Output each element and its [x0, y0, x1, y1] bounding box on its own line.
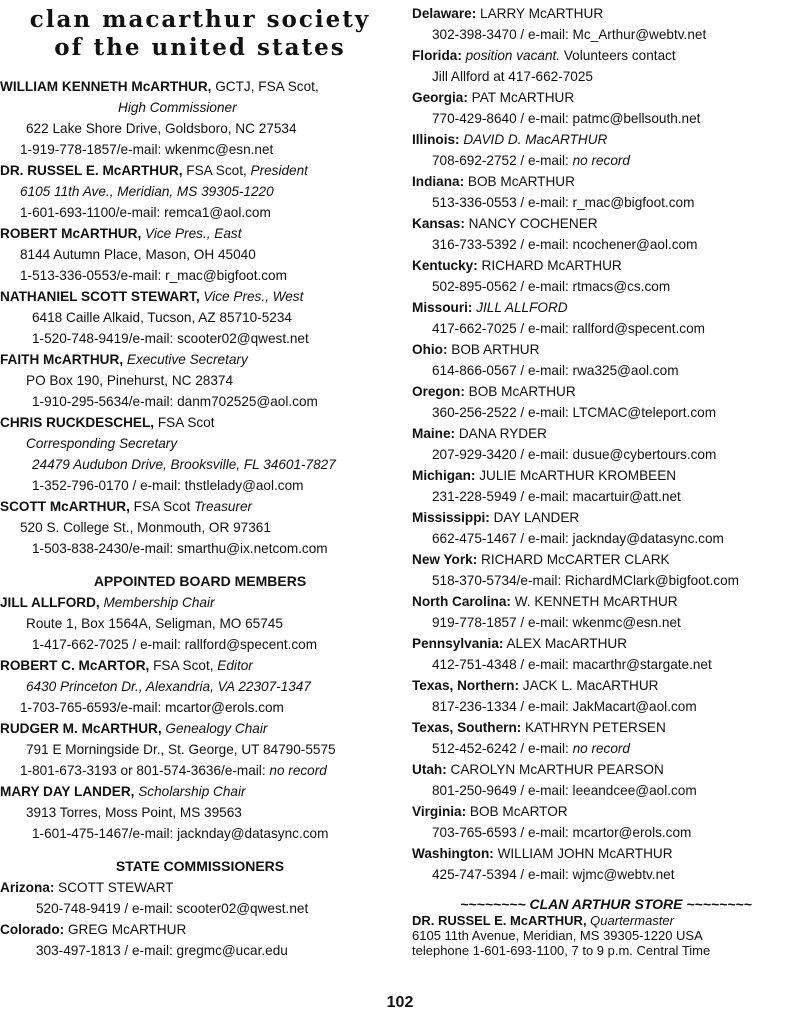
board-role: Membership Chair [103, 595, 215, 610]
state-entry [412, 843, 800, 864]
right-column [412, 0, 800, 958]
state-entry [412, 423, 800, 444]
officer-address: 520 S. College St., Monmouth, OR 97361 [20, 520, 271, 535]
state-entry [412, 339, 800, 360]
state-contact: 520-748-9419 / e-mail: scooter02@qwest.net [36, 901, 309, 916]
officer-name: FAITH McARTHUR, [0, 352, 124, 367]
state-name: WILLIAM JOHN McARTHUR [493, 846, 673, 861]
state-label: Michigan: [412, 468, 476, 483]
state-entry [412, 129, 800, 150]
state-contact [412, 822, 800, 843]
state-entry [0, 877, 400, 898]
state-entry [412, 759, 800, 780]
state-contact-text: 360-256-2522 / e-mail: LTCMAC@teleport.com [432, 405, 717, 420]
state-label: Georgia: [412, 90, 468, 105]
state-name: BOB ARTHUR [447, 342, 540, 357]
state-entry [412, 171, 800, 192]
state-name-italic: DAVID D. MacARTHUR [459, 132, 608, 147]
store-heading: ~~~~~~~~ CLAN ARTHUR STORE ~~~~~~~~ [460, 896, 752, 912]
board-contact: 1-601-475-1467/e-mail: jacknday@datasync.com [32, 826, 329, 841]
officer-contact: 1-910-295-5634/e-mail: danm702525@aol.com [32, 394, 318, 409]
state-name: CAROLYN McARTHUR PEARSON [446, 762, 664, 777]
state-entry [412, 381, 800, 402]
state-contact [412, 318, 800, 339]
state-contact [412, 570, 800, 591]
state-name: KATHRYN PETERSEN [521, 720, 666, 735]
officer-address: 8144 Autumn Place, Mason, OH 45040 [20, 247, 256, 262]
board-contact: 1-417-662-7025 / e-mail: rallford@specent.com [32, 637, 318, 652]
state-contact-text: 708-692-2752 / e-mail: [432, 153, 573, 168]
state-name: NANCY COCHENER [464, 216, 598, 231]
state-contact-text: 302-398-3470 / e-mail: Mc_Arthur@webtv.net [432, 27, 707, 42]
state-label: Pennsylvania: [412, 636, 504, 651]
officer-cred: GCTJ, FSA Scot, [211, 79, 319, 94]
officer-address: 24479 Audubon Drive, Brooksville, FL 34601-7827 [32, 457, 336, 472]
state-name: ALEX MacARTHUR [503, 636, 628, 651]
board-contact-note: no record [269, 763, 327, 778]
state-label: Oregon: [412, 384, 465, 399]
state-entry [412, 549, 800, 570]
officer-address: 622 Lake Shore Drive, Goldsboro, NC 27534 [26, 121, 297, 136]
board-heading: APPOINTED BOARD MEMBERS [93, 573, 307, 589]
state-contact [412, 276, 800, 297]
board-role: Genealogy Chair [165, 721, 268, 736]
state-label: New York: [412, 552, 478, 567]
state-contact [412, 108, 800, 129]
state-contact-text: 919-778-1857 / e-mail: wkenmc@esn.net [432, 615, 681, 630]
officer-name: ROBERT McARTHUR, [0, 226, 142, 241]
officer-entry [0, 160, 400, 223]
officer-entry [0, 412, 400, 496]
state-label: Indiana: [412, 174, 465, 189]
board-address: 6430 Princeton Dr., Alexandria, VA 22307-1347 [26, 679, 311, 694]
board-contact: 1-801-673-3193 or 801-574-3636/e-mail: [20, 763, 270, 778]
board-address: 3913 Torres, Moss Point, MS 39563 [26, 805, 242, 820]
state-entry [412, 465, 800, 486]
officer-name: NATHANIEL SCOTT STEWART, [0, 289, 200, 304]
board-entry [0, 781, 400, 844]
state-name: Volunteers contact [560, 48, 676, 63]
state-label: Delaware: [412, 6, 477, 21]
officer-cred: FSA Scot, [182, 163, 251, 178]
state-label: Ohio: [412, 342, 448, 357]
state-label: Maine: [412, 426, 456, 441]
state-contact [412, 360, 800, 381]
state-entry [412, 213, 800, 234]
state-entry [412, 87, 800, 108]
officer-contact: 1-520-748-9419/e-mail: scooter02@qwest.net [32, 331, 309, 346]
state-contact-text: 513-336-0553 / e-mail: r_mac@bigfoot.com [432, 195, 695, 210]
state-name: DAY LANDER [489, 510, 580, 525]
state-contact [412, 234, 800, 255]
state-contact [412, 738, 800, 759]
state-label: North Carolina: [412, 594, 511, 609]
state-contact [412, 24, 800, 45]
board-name: MARY DAY LANDER, [0, 784, 135, 799]
officer-address: PO Box 190, Pinehurst, NC 28374 [26, 373, 234, 388]
state-contact-text: 817-236-1334 / e-mail: JakMacart@aol.com [432, 699, 697, 714]
state-name-italic: position vacant. [461, 48, 561, 63]
state-entry [412, 591, 800, 612]
state-entry [412, 633, 800, 654]
store-address: 6105 11th Avenue, Meridian, MS 39305-1220 USA [412, 928, 703, 943]
state-contact [412, 150, 800, 171]
state-label: Kansas: [412, 216, 465, 231]
state-label: Missouri: [412, 300, 473, 315]
officer-role: President [250, 163, 308, 178]
board-role: Editor [217, 658, 253, 673]
state-name: RICHARD McARTHUR [477, 258, 622, 273]
board-address: 791 E Morningside Dr., St. George, UT 84790-5575 [26, 742, 336, 757]
officer-name: WILLIAM KENNETH McARTHUR, [0, 79, 212, 94]
officer-role: Corresponding Secretary [26, 436, 178, 451]
state-contact [412, 192, 800, 213]
officer-contact: 1-919-778-1857/e-mail: wkenmc@esn.net [20, 142, 274, 157]
officer-address: 6418 Caille Alkaid, Tucson, AZ 85710-5234 [32, 310, 292, 325]
officer-role: Vice Pres., East [145, 226, 242, 241]
state-entry [412, 3, 800, 24]
state-name: JACK L. MacARTHUR [519, 678, 659, 693]
officer-role: High Commissioner [118, 100, 237, 115]
state-contact-text: 316-733-5392 / e-mail: ncochener@aol.com [432, 237, 698, 252]
state-name: RICHARD McCARTER CLARK [477, 552, 670, 567]
state-contact-text: 770-429-8640 / e-mail: patmc@bellsouth.net [432, 111, 701, 126]
state-contact [412, 654, 800, 675]
state-entry [412, 801, 800, 822]
state-contact-text: 231-228-5949 / e-mail: macartuir@att.net [432, 489, 681, 504]
officer-contact: 1-513-336-0553/e-mail: r_mac@bigfoot.com [20, 268, 287, 283]
state-contact-text: Jill Allford at 417-662-7025 [432, 69, 593, 84]
state-label: Illinois: [412, 132, 460, 147]
officer-cred: FSA Scot [129, 499, 195, 514]
state-contact [412, 402, 800, 423]
state-name: BOB McARTHUR [464, 174, 575, 189]
society-title [0, 6, 400, 62]
state-name: LARRY McARTHUR [476, 6, 604, 21]
officer-entry [0, 223, 400, 286]
state-contact [412, 864, 800, 885]
officer-entry [0, 76, 400, 160]
board-name: JILL ALLFORD, [0, 595, 100, 610]
state-label: Texas, Northern: [412, 678, 520, 693]
state-entry [412, 507, 800, 528]
board-cred: FSA Scot, [149, 658, 218, 673]
state-label: Virginia: [412, 804, 467, 819]
board-entry [0, 655, 400, 718]
state-label: Texas, Southern: [412, 720, 522, 735]
officer-name: DR. RUSSEL E. McARTHUR, [0, 163, 183, 178]
state-entry [412, 255, 800, 276]
state-contact-text: 518-370-5734/e-mail: RichardMClark@bigfoot.com [432, 573, 739, 588]
officer-entry [0, 496, 400, 559]
state-contact-text: 417-662-7025 / e-mail: rallford@specent.com [432, 321, 705, 336]
state-label: Washington: [412, 846, 494, 861]
state-name: BOB McARTOR [466, 804, 568, 819]
page-number: 102 [386, 994, 414, 1011]
officer-role: Treasurer [194, 499, 253, 514]
state-name: PAT McARTHUR [467, 90, 575, 105]
state-name: W. KENNETH McARTHUR [510, 594, 678, 609]
officer-role: Executive Secretary [126, 352, 248, 367]
state-label: Kentucky: [412, 258, 478, 273]
state-contact-text: 801-250-9649 / e-mail: leeandcee@aol.com [432, 783, 697, 798]
state-contact: 303-497-1813 / e-mail: gregmc@ucar.edu [36, 943, 288, 958]
state-name: BOB McARTHUR [464, 384, 576, 399]
state-contact [412, 780, 800, 801]
state-contact-text: 425-747-5394 / e-mail: wjmc@webtv.net [432, 867, 675, 882]
officer-address: 6105 11th Ave., Meridian, MS 39305-1220 [20, 184, 274, 199]
state-contact-text: 512-452-6242 / e-mail: [432, 741, 573, 756]
officer-cred: FSA Scot [154, 415, 215, 430]
state-contact [412, 66, 800, 87]
state-contact [412, 696, 800, 717]
title-line-1: clan macarthur society [29, 6, 371, 33]
state-contact [412, 612, 800, 633]
state-label: Colorado: [0, 922, 65, 937]
officer-contact: 1-601-693-1100/e-mail: remca1@aol.com [20, 205, 271, 220]
state-label: Florida: [412, 48, 462, 63]
board-name: RUDGER M. McARTHUR, [0, 721, 162, 736]
state-entry [412, 717, 800, 738]
state-contact-text: 662-475-1467 / e-mail: jacknday@datasync.com [432, 531, 724, 546]
store-role: Quartermaster [586, 913, 674, 928]
board-entry [0, 592, 400, 655]
state-entry [412, 675, 800, 696]
board-entry [0, 718, 400, 781]
state-contact-text: 614-866-0567 / e-mail: rwa325@aol.com [432, 363, 679, 378]
state-contact-text: 502-895-0562 / e-mail: rtmacs@cs.com [432, 279, 671, 294]
state-name-italic: JILL ALLFORD [472, 300, 568, 315]
state-name: JULIE McARTHUR KROMBEEN [475, 468, 677, 483]
state-entry [0, 919, 400, 940]
state-contact [412, 444, 800, 465]
officer-entry [0, 349, 400, 412]
board-role: Scholarship Chair [138, 784, 246, 799]
board-address: Route 1, Box 1564A, Seligman, MO 65745 [26, 616, 283, 631]
state-contact-note: no record [572, 741, 630, 756]
officer-name: CHRIS RUCKDESCHEL, [0, 415, 155, 430]
state-commissioners-list [412, 3, 800, 885]
board-contact: 1-703-765-6593/e-mail: mcartor@erols.com [20, 700, 284, 715]
state-entry [412, 45, 800, 66]
state-contact-text: 412-751-4348 / e-mail: macarthr@stargate.net [432, 657, 712, 672]
state-heading: STATE COMMISSIONERS [115, 858, 285, 874]
state-name: GREG McARTHUR [64, 922, 187, 937]
state-contact-note: no record [572, 153, 630, 168]
state-label: Arizona: [0, 880, 55, 895]
state-name: SCOTT STEWART [54, 880, 174, 895]
state-contact-text: 207-929-3420 / e-mail: dusue@cybertours.com [432, 447, 717, 462]
state-contact [412, 528, 800, 549]
officer-contact: 1-503-838-2430/e-mail: smarthu@ix.netcom.com [32, 541, 328, 556]
officer-role: Vice Pres., West [203, 289, 304, 304]
officer-name: SCOTT McARTHUR, [0, 499, 130, 514]
state-entry [412, 297, 800, 318]
board-name: ROBERT C. McARTOR, [0, 658, 150, 673]
title-line-2: of the united states [54, 34, 346, 61]
officer-contact: 1-352-796-0170 / e-mail: thstlelady@aol.com [32, 478, 304, 493]
state-contact [412, 486, 800, 507]
store-phone: telephone 1-601-693-1100, 7 to 9 p.m. Central Time [412, 943, 711, 958]
state-name: DANA RYDER [455, 426, 547, 441]
state-label: Utah: [412, 762, 447, 777]
store-name: DR. RUSSEL E. McARTHUR, [412, 913, 587, 928]
state-label: Mississippi: [412, 510, 490, 525]
left-column [0, 0, 400, 961]
officer-entry [0, 286, 400, 349]
state-contact-text: 703-765-6593 / e-mail: mcartor@erols.com [432, 825, 692, 840]
